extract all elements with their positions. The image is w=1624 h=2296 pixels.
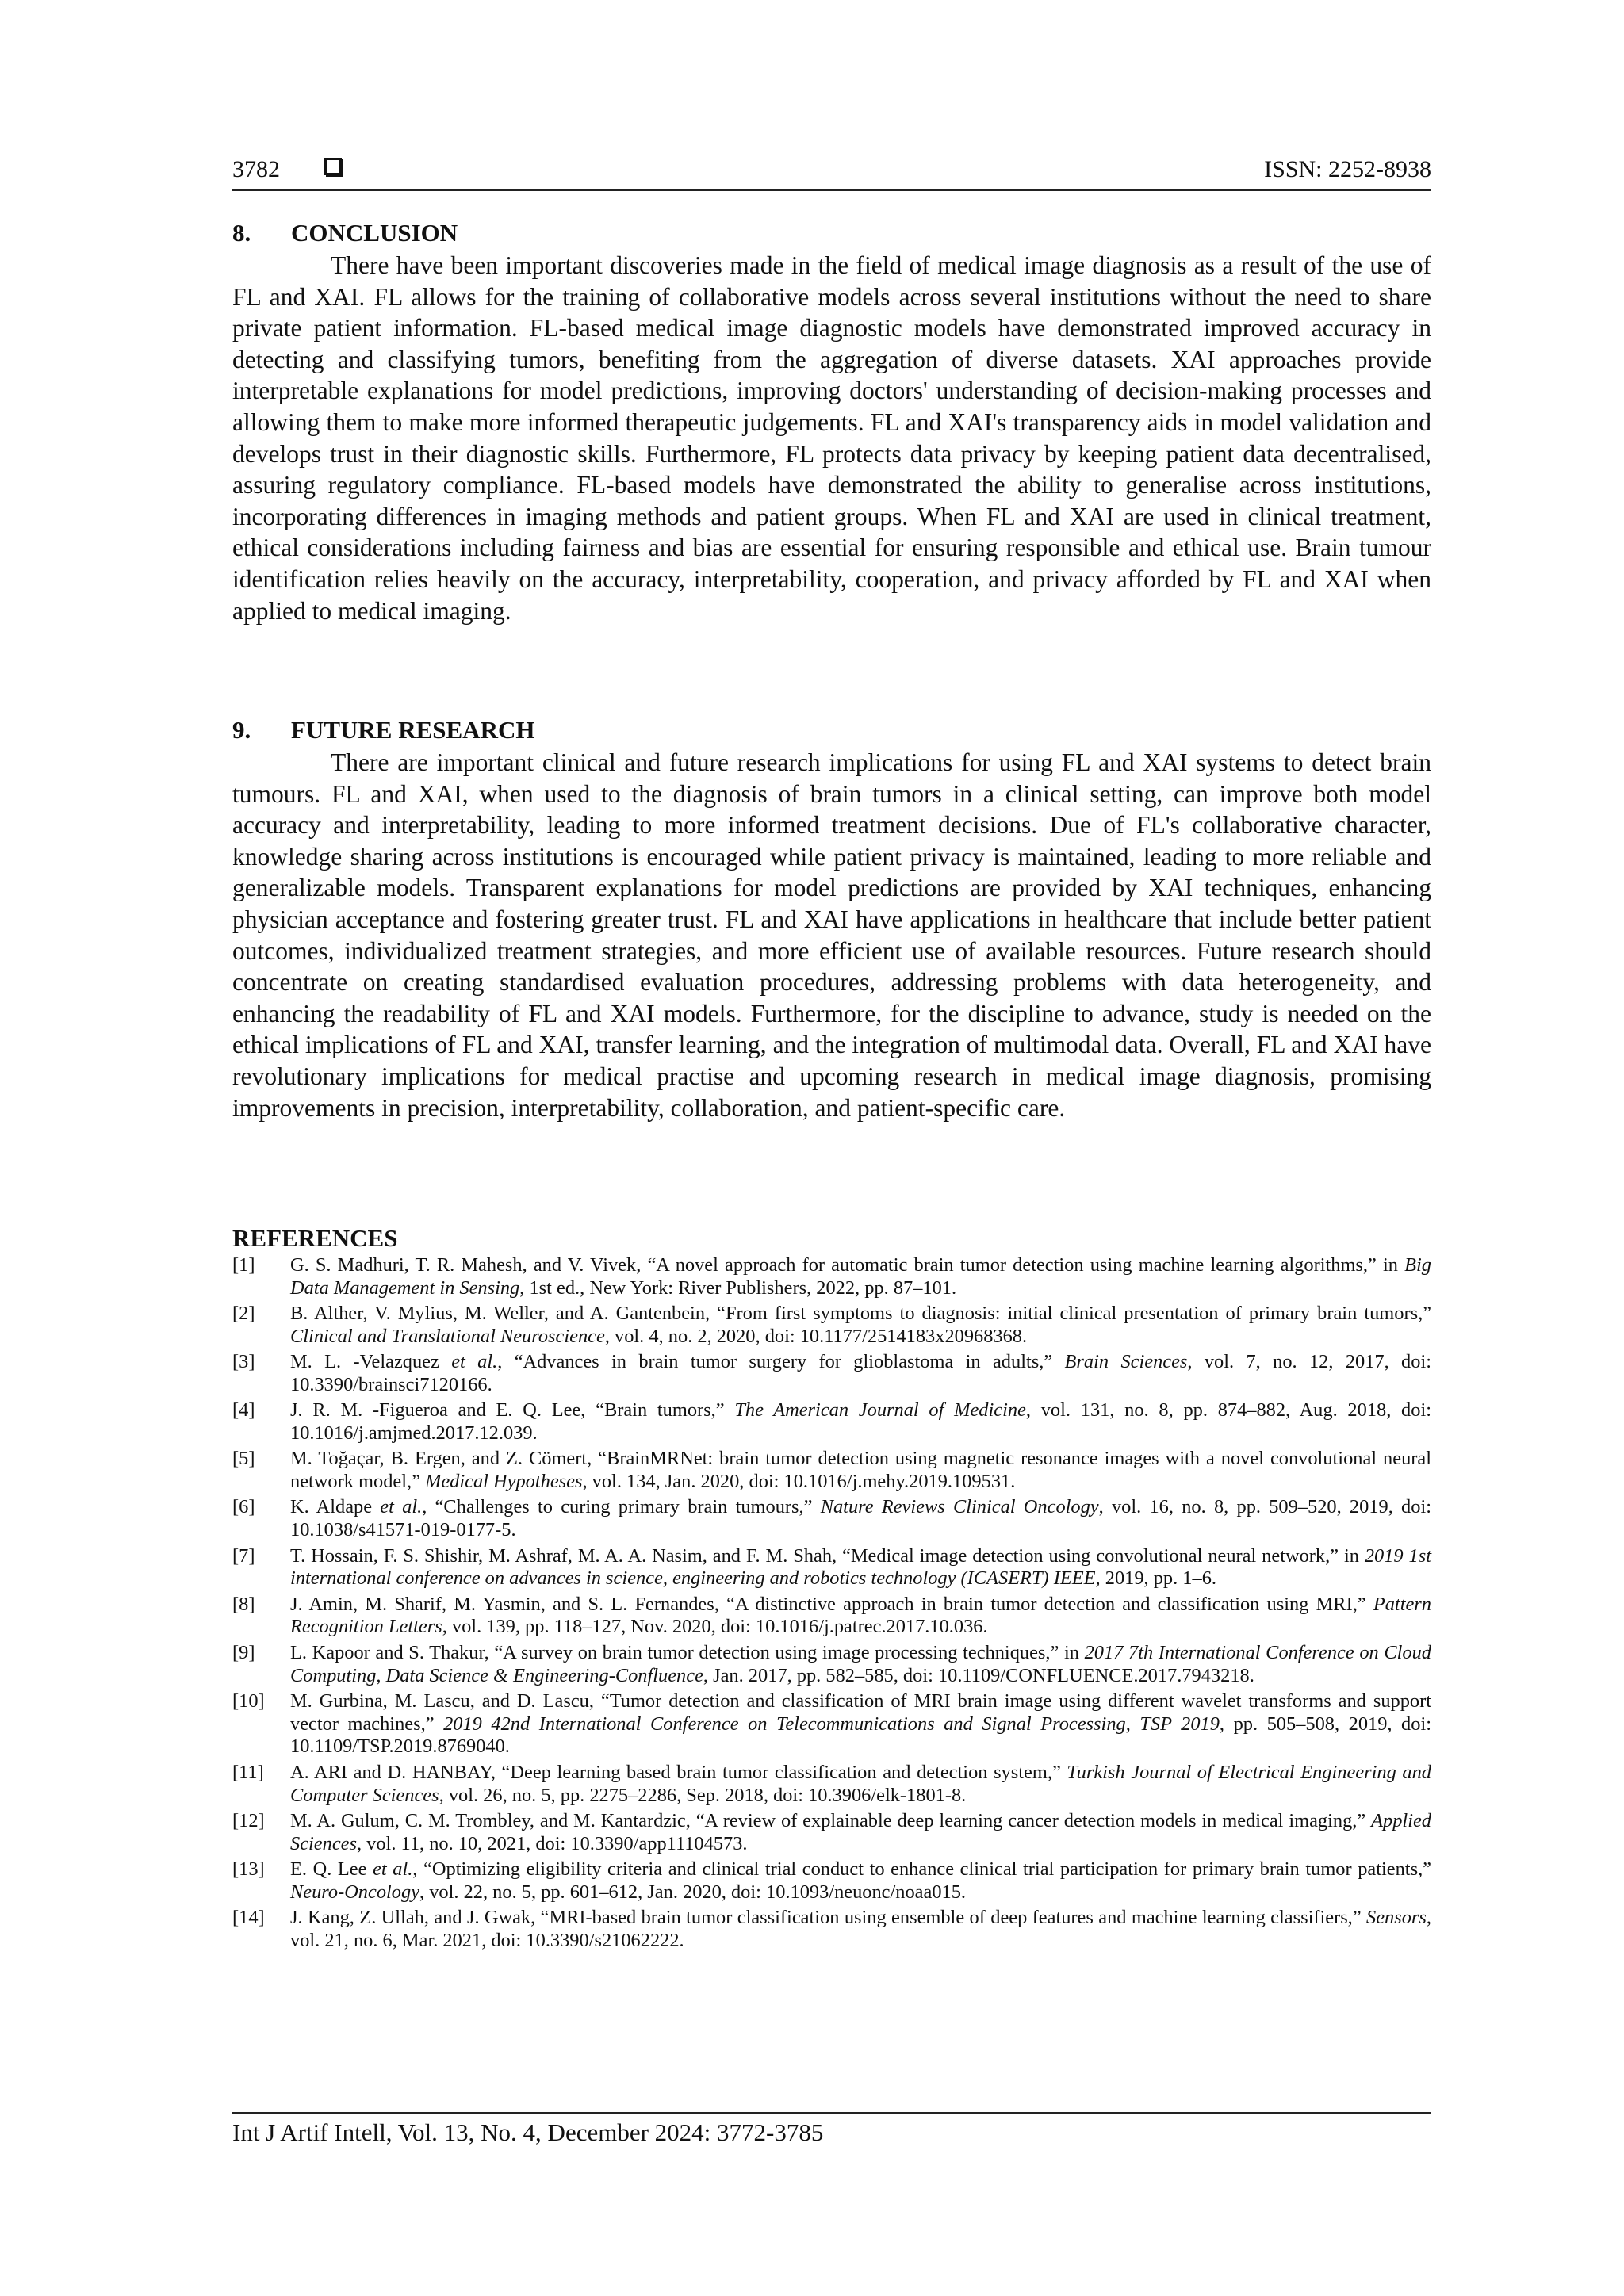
reference-text: G. S. Madhuri, T. R. Mahesh, and V. Vivek, “A novel approach for automatic brain tumor detection using machine learning algorithms,” in Big Data Management in Sensing, 1st ed., New York: River Publishers, 2022, pp. 87–101. — [290, 1254, 1431, 1299]
reference-number: [7] — [232, 1544, 255, 1567]
reference-item — [232, 1810, 1431, 1856]
issn: ISSN: 2252-8938 — [1264, 156, 1431, 182]
reference-text: K. Aldape et al., “Challenges to curing primary brain tumours,” Nature Reviews Clinical Oncology, vol. 16, no. 8, pp. 509–520, 2019, doi: 10.1038/s41571-019-0177-5. — [290, 1496, 1432, 1541]
square-bullet-icon — [324, 158, 342, 175]
page-number: 3782 — [232, 156, 280, 182]
reference-text: J. Amin, M. Sharif, M. Yasmin, and S. L. Fernandes, “A distinctive approach in brain tumor detection and classification using MRI,” Pattern Recognition Letters, vol. 139, pp. 118–127, Nov. 2020, doi: 10.1016/j.patrec.2017.10.036. — [290, 1593, 1431, 1638]
reference-text: A. ARI and D. HANBAY, “Deep learning based brain tumor classification and detection system,” Turkish Journal of Electrical Engineering and Computer Sciences, vol. 26, no. 5, pp. 2275–2286, Sep. 2018, doi: 10.3906/elk-1801-8. — [290, 1761, 1432, 1806]
conclusion-paragraph: There have been important discoveries made in the field of medical image diagnosis as a result of the use of FL and XAI. FL allows for the training of collaborative models across several institutions without the need to share private patient information. FL-based medical image diagnostic models have demonstrated improved accuracy in detecting and classifying tumors, benefiting from the aggregation of diverse datasets. XAI approaches provide interpretable explanations for model predictions, improving doctors' understanding of decision-making processes and allowing them to make more informed therapeutic judgements. FL and XAI's transparency aids in model validation and develops trust in their diagnostic skills. Furthermore, FL protects data privacy by keeping patient data decentralised, assuring regulatory compliance. FL-based models have demonstrated the ability to generalise across institutions, incorporating differences in imaging methods and patient groups. When FL and XAI are used in clinical treatment, ethical considerations including fairness and bias are essential for ensuring responsible and ethical use. Brain tumour identification relies heavily on the accuracy, interpretability, cooperation, and privacy afforded by FL and XAI when applied to medical imaging. — [232, 251, 1431, 625]
section-title: FUTURE RESEARCH — [291, 716, 535, 744]
journal-citation: Int J Artif Intell, Vol. 13, No. 4, December 2024: 3772-3785 — [232, 2118, 824, 2146]
reference-text: J. Kang, Z. Ullah, and J. Gwak, “MRI-based brain tumor classification using ensemble of deep features and machine learning classifiers,” Sensors, vol. 21, no. 6, Mar. 2021, doi: 10.3390/s21062222. — [290, 1907, 1431, 1951]
reference-item — [232, 1690, 1431, 1758]
reference-item — [232, 1254, 1431, 1300]
reference-number: [2] — [232, 1303, 255, 1325]
page-footer — [232, 2112, 1431, 2146]
reference-item — [232, 1642, 1431, 1688]
reference-number: [11] — [232, 1761, 264, 1783]
reference-text: T. Hossain, F. S. Shishir, M. Ashraf, M. A. A. Nasim, and F. M. Shah, “Medical image detection using convolutional neural network,” in 2019 1st international conference on advances in science, engineering and robotics technology (ICASERT) IEEE, 2019, pp. 1–6. — [290, 1544, 1431, 1590]
reference-text: M. Gurbina, M. Lascu, and D. Lascu, “Tumor detection and classification of MRI brain image using different wavelet transforms and support vector machines,” 2019 42nd International Conference on Telecommunications and Signal Processing, TSP 2019, pp. 505–508, 2019, doi: 10.1109/TSP.2019.8769040. — [290, 1689, 1432, 1758]
reference-number: [8] — [232, 1593, 255, 1615]
future-research-paragraph: There are important clinical and future research implications for using FL and XAI systems to detect brain tumours. FL and XAI, when used to the diagnosis of brain tumors in a clinical setting, can improve both model accuracy and interpretability, leading to more informed treatment decisions. Due of FL's collaborative character, knowledge sharing across institutions is encouraged while patient privacy is maintained, leading to more reliable and generalizable models. Transparent explanations for model predictions are provided by XAI techniques, enhancing physician acceptance and fostering greater trust. FL and XAI have applications in healthcare that include better patient outcomes, individualized treatment strategies, and more efficient use of available resources. Future research should concentrate on creating standardised evaluation procedures, addressing problems with data heterogeneity, and enhancing the readability of FL and XAI models. Furthermore, for the discipline to advance, study is needed on the ethical implications of FL and XAI, transfer learning, and the integration of multimodal data. Overall, FL and XAI have revolutionary implications for medical practise and upcoming research in medical image diagnosis, promising improvements in precision, interpretability, collaboration, and patient-specific care. — [232, 748, 1431, 1122]
reference-number: [6] — [232, 1496, 255, 1518]
reference-number: [5] — [232, 1448, 255, 1470]
reference-number: [3] — [232, 1351, 255, 1373]
reference-text: M. Toğaçar, B. Ergen, and Z. Cömert, “BrainMRNet: brain tumor detection using magnetic resonance images with a novel convolutional neural network model,” Medical Hypotheses, vol. 134, Jan. 2020, doi: 10.1016/j.mehy.2019.109531. — [290, 1448, 1431, 1493]
section-heading-future-research — [232, 716, 534, 744]
reference-number: [4] — [232, 1399, 255, 1422]
reference-item — [232, 1351, 1431, 1397]
reference-text: J. R. M. -Figueroa and E. Q. Lee, “Brain tumors,” The American Journal of Medicine, vol. 131, no. 8, pp. 874–882, Aug. 2018, doi: 10.1016/j.amjmed.2017.12.039. — [290, 1399, 1431, 1445]
reference-item — [232, 1858, 1431, 1904]
reference-text: B. Alther, V. Mylius, M. Weller, and A. Gantenbein, “From first symptoms to diagnosis: initial clinical presentation of primary brain tumors,” Clinical and Translational Neuroscience, vol. 4, no. 2, 2020, doi: 10.1177/2514183x20968368. — [290, 1303, 1431, 1347]
reference-item — [232, 1545, 1431, 1591]
reference-number: [13] — [232, 1858, 265, 1880]
section-number: 9. — [232, 716, 251, 744]
section-number: 8. — [232, 219, 251, 247]
reference-item — [232, 1762, 1431, 1808]
reference-number: [9] — [232, 1641, 255, 1663]
reference-text: M. A. Gulum, C. M. Trombley, and M. Kantardzic, “A review of explainable deep learning cancer detection models in medical imaging,” Applied Sciences, vol. 11, no. 10, 2021, doi: 10.3390/app11104573. — [290, 1809, 1431, 1854]
reference-text: E. Q. Lee et al., “Optimizing eligibility criteria and clinical trial conduct to enhance clinical trial participation for primary brain tumor patients,” Neuro-Oncology, vol. 22, no. 5, pp. 601–612, Jan. 2020, doi: 10.1093/neuonc/noaa015. — [290, 1858, 1431, 1903]
reference-item — [232, 1448, 1431, 1494]
page-header — [232, 153, 1431, 191]
reference-item — [232, 1496, 1431, 1542]
section-title: CONCLUSION — [291, 219, 458, 247]
reference-text: M. L. -Velazquez et al., “Advances in brain tumor surgery for glioblastoma in adults,” Brain Sciences, vol. 7, no. 12, 2017, doi: 10.3390/brainsci7120166. — [290, 1351, 1431, 1395]
reference-text: L. Kapoor and S. Thakur, “A survey on brain tumor detection using image processing techniques,” in 2017 7th International Conference on Cloud Computing, Data Science & Engineering-Confluence, Jan. 2017, pp. 582–585, doi: 10.1109/CONFLUENCE.2017.7943218. — [290, 1641, 1431, 1686]
reference-item — [232, 1594, 1431, 1640]
reference-item — [232, 1303, 1431, 1349]
reference-number: [10] — [232, 1689, 265, 1712]
reference-item — [232, 1907, 1431, 1953]
reference-number: [12] — [232, 1809, 265, 1831]
section-heading-conclusion — [232, 219, 458, 247]
reference-number: [1] — [232, 1254, 255, 1276]
reference-number: [14] — [232, 1907, 265, 1929]
reference-item — [232, 1399, 1431, 1445]
reference-list — [232, 1254, 1431, 1955]
references-heading: REFERENCES — [232, 1224, 398, 1252]
